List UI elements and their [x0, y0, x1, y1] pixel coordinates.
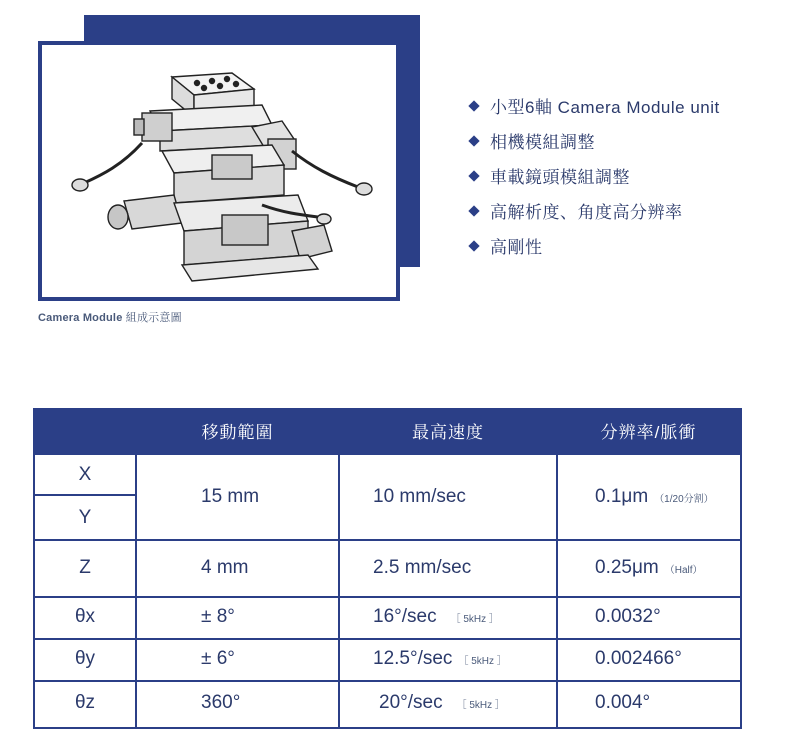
grid-line — [338, 455, 340, 729]
tz-resolution: 0.004° — [595, 692, 651, 713]
z-resolution-note: （Half） — [664, 565, 703, 576]
xy-resolution-note: （1/20分割） — [654, 494, 714, 505]
z-resolution: 0.25μm （Half） — [595, 557, 703, 578]
tz-speed-note: ［ 5kHz ］ — [456, 700, 505, 711]
tx-speed: 16°/sec ［ 5kHz ］ — [373, 606, 499, 627]
image-frame — [38, 41, 400, 301]
ty-range: ± 6° — [201, 648, 235, 669]
caption-cn: 組成示意圖 — [125, 312, 182, 324]
xy-resolution: 0.1μm （1/20分割） — [595, 486, 714, 507]
spec-table — [33, 408, 742, 729]
xy-speed: 10 mm/sec — [373, 486, 466, 507]
feature-item: 相機模組調整 — [466, 123, 720, 158]
tz-range: 360° — [201, 692, 241, 713]
grid-line — [556, 455, 558, 729]
grid-line — [35, 494, 135, 496]
header-range: 移動範圍 — [201, 423, 274, 442]
tx-range: ± 8° — [201, 606, 235, 627]
image-caption — [38, 309, 182, 325]
diamond-bullet-icon — [468, 205, 479, 216]
header-speed: 最高速度 — [412, 423, 484, 442]
tx-resolution: 0.0032° — [595, 606, 661, 627]
camera-module-stage-drawing — [62, 55, 382, 291]
grid-line — [35, 680, 740, 682]
grid-line — [35, 596, 740, 598]
feature-item: 高解析度、角度高分辨率 — [466, 193, 720, 228]
ty-speed: 12.5°/sec ［ 5kHz ］ — [373, 648, 507, 669]
axis-theta-z: θz — [74, 692, 96, 713]
ty-resolution: 0.002466° — [595, 648, 682, 669]
xy-range: 15 mm — [201, 486, 260, 507]
feature-item: 高剛性 — [466, 228, 720, 263]
grid-line — [35, 539, 740, 541]
feature-item: 小型6軸 Camera Module unit — [466, 88, 720, 123]
diamond-bullet-icon — [468, 240, 479, 251]
z-speed: 2.5 mm/sec — [373, 557, 472, 578]
ty-speed-note: ［ 5kHz ］ — [458, 656, 507, 667]
diamond-bullet-icon — [468, 170, 479, 181]
header-resolution: 分辨率/脈衝 — [600, 423, 697, 442]
axis-theta-y: θy — [74, 648, 96, 669]
axis-z: Z — [79, 557, 91, 578]
z-range: 4 mm — [201, 557, 249, 578]
tz-speed: 20°/sec ［ 5kHz ］ — [379, 692, 505, 713]
grid-line — [35, 638, 740, 640]
diamond-bullet-icon — [468, 100, 479, 111]
tx-speed-note: ［ 5kHz ］ — [450, 614, 499, 625]
feature-list — [466, 88, 720, 263]
table-header — [35, 410, 740, 455]
caption-en: Camera Module — [38, 312, 123, 324]
axis-x: X — [78, 464, 92, 485]
diamond-bullet-icon — [468, 135, 479, 146]
grid-line — [135, 455, 137, 729]
axis-theta-x: θx — [74, 606, 96, 627]
axis-y: Y — [78, 507, 92, 528]
feature-item: 車載鏡頭模組調整 — [466, 158, 720, 193]
